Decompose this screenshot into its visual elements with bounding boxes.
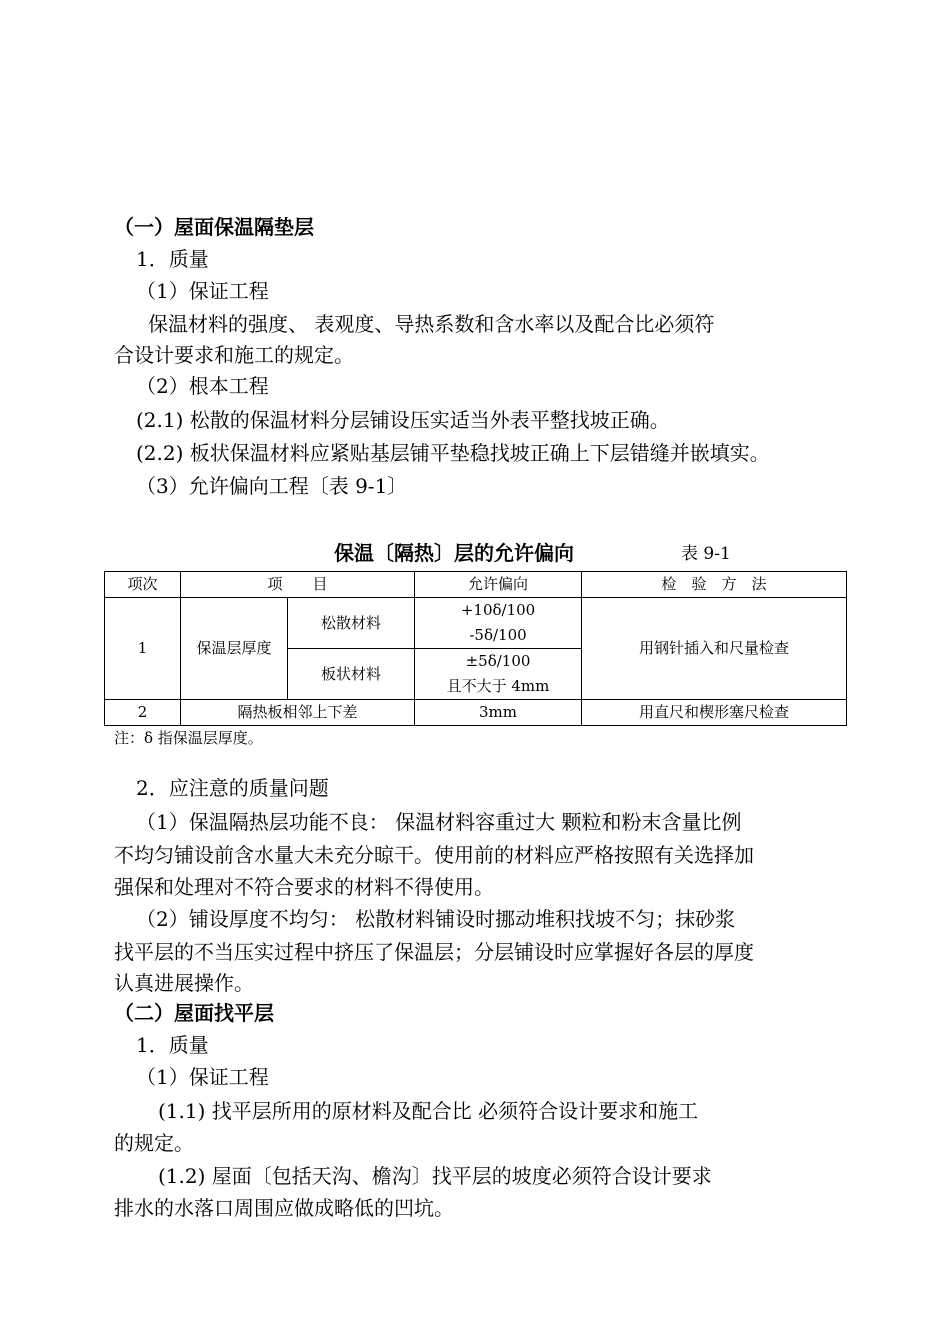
table-number: 表 9-1 <box>681 544 731 564</box>
subheading-guarantee: （1）保证工程 <box>136 279 269 303</box>
table-cell: 板状材料 <box>288 649 415 700</box>
paragraph-line: (1.1) 找平层所用的原材料及配合比 必须符合设计要求和施工 <box>158 1099 699 1123</box>
subheading-guarantee: （1）保证工程 <box>136 1065 269 1089</box>
table-cell: 松散材料 <box>288 598 415 649</box>
table-cell: 用直尺和楔形塞尺检查 <box>582 700 847 726</box>
deviation-value: 且不大于 4mm <box>446 677 550 695</box>
paragraph-line: (2.1) 松散的保温材料分层铺设压实适当外表平整找坡正确。 <box>136 408 670 432</box>
table-cell <box>415 649 582 700</box>
paragraph-line: (2.2) 板状保温材料应紧贴基层铺平垫稳找坡正确上下层错缝并嵌填实。 <box>136 441 770 465</box>
table-caption: 保温〔隔热〕层的允许偏向 <box>334 541 574 565</box>
paragraph-line: (1.2) 屋面〔包括天沟、檐沟〕找平层的坡度必须符合设计要求 <box>158 1164 712 1188</box>
subheading-quality: 1．质量 <box>136 247 209 271</box>
deviation-value: ±5δ/100 <box>465 652 531 670</box>
table-cell: 用钢针插入和尺量检查 <box>582 598 847 700</box>
paragraph-line: 强保和处理对不符合要求的材料不得使用。 <box>114 875 494 899</box>
table-cell: 1 <box>105 598 181 700</box>
paragraph-line: 保温材料的强度、 表观度、导热系数和含水率以及配合比必须符 <box>148 312 715 336</box>
paragraph-line: 排水的水落口周围应做成略低的凹坑。 <box>114 1196 454 1220</box>
paragraph-line: （2）铺设厚度不均匀： 松散材料铺设时挪动堆积找坡不匀；抹砂浆 <box>136 907 736 931</box>
paragraph-line: 合设计要求和施工的规定。 <box>114 343 354 367</box>
paragraph-line: 找平层的不当压实过程中挤压了保温层；分层铺设时应掌握好各层的厚度 <box>114 940 754 964</box>
table-header-cell: 项次 <box>105 572 181 598</box>
paragraph-line: 认真进展操作。 <box>114 971 254 995</box>
subheading-basic: （2）根本工程 <box>136 374 269 398</box>
section-heading-insulation: （一）屋面保温隔垫层 <box>114 215 314 239</box>
table-cell: 3mm <box>415 700 582 726</box>
subheading-quality: 1．质量 <box>136 1033 209 1057</box>
table-cell <box>415 598 582 649</box>
table-note: 注：δ 指保温层厚度。 <box>114 729 263 747</box>
table-cell: 2 <box>105 700 181 726</box>
table-row <box>105 700 847 726</box>
deviation-value: -5δ/100 <box>469 626 527 644</box>
paragraph-line: 的规定。 <box>114 1131 194 1155</box>
table-cell: 保温层厚度 <box>181 598 288 700</box>
table-header-cell: 检 验 方 法 <box>582 572 847 598</box>
table-cell: 隔热板相邻上下差 <box>181 700 415 726</box>
section-heading-screed: （二）屋面找平层 <box>114 1001 274 1025</box>
deviation-table <box>104 571 847 726</box>
table-header-row <box>105 572 847 598</box>
paragraph-line: （1）保温隔热层功能不良： 保温材料容重过大 颗粒和粉末含量比例 <box>136 810 742 834</box>
table-header-cell: 允许偏向 <box>415 572 582 598</box>
table-header-cell: 项 目 <box>181 572 415 598</box>
paragraph-line: 不均匀铺设前含水量大未充分晾干。使用前的材料应严格按照有关选择加 <box>114 843 754 867</box>
subheading-quality-issues: 2．应注意的质量问题 <box>136 776 329 800</box>
table-row <box>105 598 847 649</box>
deviation-value: +10δ/100 <box>460 601 536 619</box>
subheading-allowed-deviation: （3）允许偏向工程〔表 9-1〕 <box>136 474 408 498</box>
